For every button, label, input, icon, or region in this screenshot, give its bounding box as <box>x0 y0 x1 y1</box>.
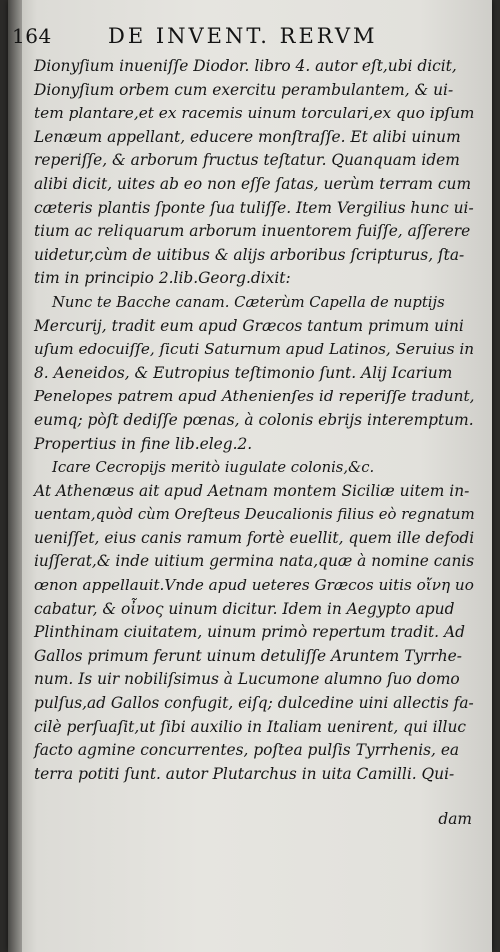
text-line: uſum edocuiſſe, ſicuti Saturnum apud Latinos, Seruius in <box>34 340 475 359</box>
text-line: terra potiti ſunt. autor Plutarchus in uita Camilli. Qui- <box>34 764 455 783</box>
text-line: 8. Aeneidos, & Eutropius teſtimonio ſunt. Alij Icarium <box>34 363 453 382</box>
page-number: 164 <box>12 24 52 48</box>
text-line: tium ac reliquarum arborum inuentorem fuiſſe, aſſerere <box>34 222 471 241</box>
text-line: Penelopes patrem apud Athenienſes id reperiſſe tradunt, <box>34 387 475 406</box>
text-line: facto agmine concurrentes, poſtea pulſis Tyrrhenis, ea <box>34 741 460 760</box>
text-line: tem plantare,et ex racemis uinum torculari,ex quo ipſum <box>34 104 475 123</box>
text-line: cilè perſuaſit,ut ſibi auxilio in Italiam uenirent, qui illuc <box>34 717 466 736</box>
text-line: Icare Cecropijs meritò iugulate colonis,&c. <box>52 459 375 477</box>
text-line: cabatur, & οἶνος uinum dicitur. Idem in Aegypto apud <box>34 599 455 618</box>
text-line: alibi dicit, uites ab eo non eſſe ſatas, uerùm terram cum <box>34 174 472 193</box>
catchword: dam <box>438 810 472 829</box>
text-line: uidetur,cùm de uitibus & alijs arboribus ſcripturus, ſta- <box>34 245 465 264</box>
text-line: Dionyſium orbem cum exercitu perambulantem, & ui- <box>34 80 454 99</box>
text-line: Propertius in fine lib.eleg.2. <box>34 434 253 453</box>
body-text <box>34 55 475 829</box>
running-head: DE INVENT. RERVM <box>108 24 378 48</box>
text-line: Dionyſium inueniſſe Diodor. libro 4. autor eſt,ubi dicit, <box>34 57 457 75</box>
text-line: Lenæum appellant, educere monſtraſſe. Et alibi uinum <box>34 127 461 146</box>
text-line: Gallos primum ferunt uinum detuliſſe Aruntem Tyrrhe- <box>34 646 462 665</box>
book-page <box>8 0 492 952</box>
text-line: At Athenæus ait apud Aetnam montem Siciliæ uitem in- <box>34 481 470 500</box>
page-header <box>12 24 486 52</box>
text-line: Mercurij, tradit eum apud Græcos tantum primum uini <box>34 316 464 335</box>
text-line: iuſſerat,& inde uitium germina nata,quæ à nomine canis <box>34 552 475 571</box>
text-line: num. Is uir nobiliſsimus à Lucumone alumno ſuo domo <box>34 670 460 689</box>
text-line: Plinthinam ciuitatem, uinum primò repertum tradit. Ad <box>34 623 465 642</box>
text-line: ueniſſet, eius canis ramum fortè euellit, quem ille defodi <box>34 528 475 547</box>
text-line: reperiſſe, & arborum fructus teſtatur. Quanquam idem <box>34 151 460 170</box>
text-line: uentam,quòd cùm Oreſteus Deucalionis filius eò regnatum <box>34 505 475 524</box>
catchword-line <box>34 786 474 829</box>
text-line: tim in principio 2.lib.Georg.dixit: <box>34 269 291 288</box>
text-line: Nunc te Bacche canam. Cæterùm Capella de nuptijs <box>52 293 445 311</box>
text-line: œnon appellauit.Vnde apud ueteres Græcos uitis οἴνη uo <box>34 576 474 595</box>
book-spine-shadow <box>8 0 22 952</box>
text-line: cæteris plantis ſponte ſua tuliſſe. Item Vergilius hunc ui- <box>34 198 474 217</box>
text-line: pulſus,ad Gallos confugit, eiſq; dulcedine uini allectis fa- <box>34 694 474 713</box>
text-line: eumq; pòſt dediſſe pœnas, à colonis ebrijs interemptum. <box>34 410 474 429</box>
